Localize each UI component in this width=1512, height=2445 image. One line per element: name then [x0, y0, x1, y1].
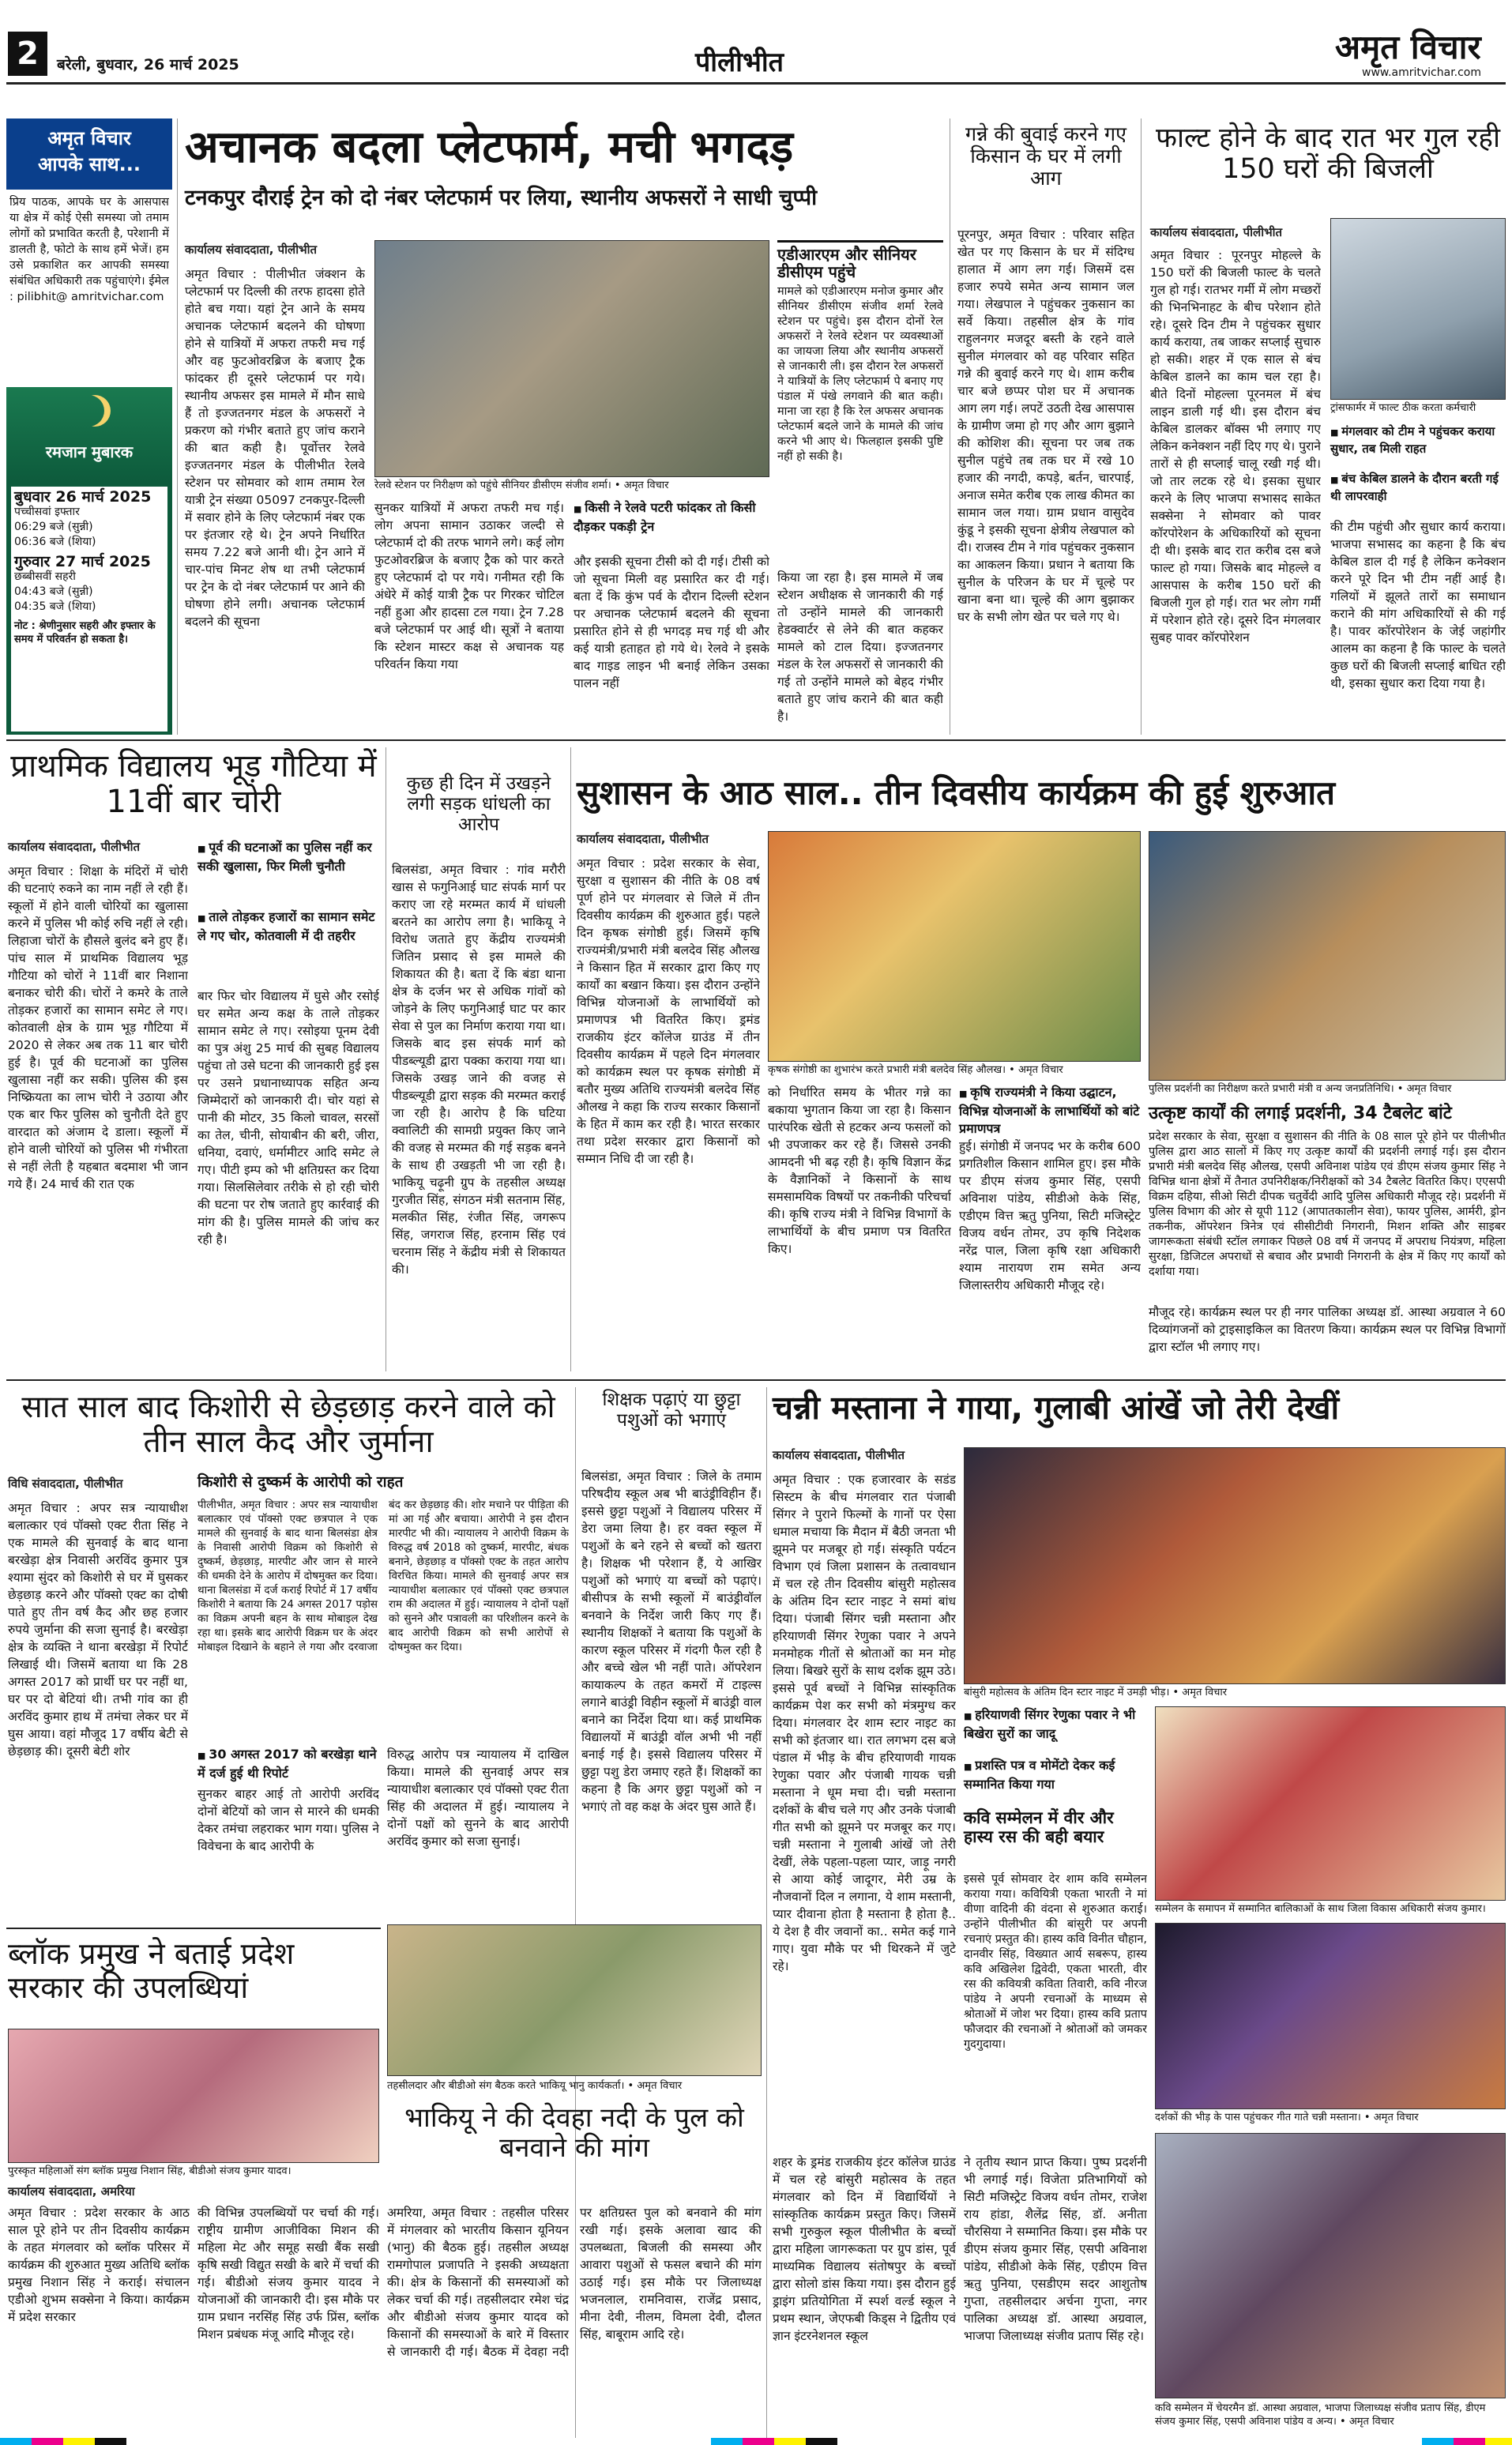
court-text-4: विरुद्ध आरोप पत्र न्यायालय में दाखिल किया। मामले की सुनवाई अपर सत्र न्यायाधीश बलात्कार एवं पॉक्सो एक्ट रीता सिंह की अदालत में हुई। न्यायालय ने दोनों पक्षों को सुनने के बाद आरोपी अरविंद कुमार को सजा सुनाई।: [387, 1747, 569, 1849]
sushasan-photo-1: [768, 831, 1141, 1062]
bridge-text: अमरिया, अमृत विचार : तहसील परिसर में मंगलवार को भारतीय किसान यूनियन (भानु) की बैठक हुई। तहसील अध्यक्ष रामगोपाल प्रजापति ने इसकी अध्यक्षता की। क्षेत्र के किसानों की समस्याओं को लेकर चर्चा की गई। तहसीलदार रमेश चंद्र और बीडीओ संजय कुमार यादव को किसानों की समस्याओं के बारे में विस्तार से जानकारी दी गई। बैठक में देवहा नदी पर क्षतिग्रस्त पुल को बनवाने की मांग रखी गई। इसके अलावा खाद की उपलब्धता, बिजली की समस्या और आवारा पशुओं से फसल बचाने की मांग उठाई गई। इस मौके पर जिलाध्यक्ष भजनलाल, रामनिवास, राजेंद्र प्रसाद, मीना देवी, नीलम, विमला देवी, दौलत सिंह, बाबूराम आदि रहे।: [387, 2206, 762, 2359]
dance-photo-4-caption: कवि सम्मेलन में चेयरमैन डॉ. आस्था अग्रवाल, भाजपा जिलाध्यक्ष संजीव प्रताप सिंह, डीएम संजय कुमार सिंह, एसपी अविनाश पांडेय व अन्य। • अमृत विचार: [1155, 2402, 1486, 2428]
power-text-2: की टीम पहुंची और सुधार कार्य कराया। भाजपा सभासद का कहना है कि बंच केबिल डाल दी गई है लेकिन कनेक्शन करने पूरे दिन भी टीम नहीं आई है। गलियों में झूलते तारों का समाधान कराने की मांग अधिकारियों से की गई है। पावर कॉरपोरेशन के जेई जहांगीर आलम का कहना है कि फाल्ट के चलते कुछ घरों की बिजली सप्लाई बाधित रही थी, इसका सुधार करा दिया गया है।: [1330, 520, 1506, 690]
brand-website[interactable]: www.amritvichar.com: [1362, 66, 1482, 79]
sushasan-bullet: ■ कृषि राज्यमंत्री ने किया उद्घाटन, विभिन्न योजनाओं के लाभार्थियों को बांटे प्रमाणपत्र: [959, 1084, 1141, 1138]
place-date: बरेली, बुधवार, 26 मार्च 2025: [57, 56, 239, 73]
farmer-text: पूरनपुर, अमृत विचार : परिवार सहित खेत पर गए किसान के घर में संदिग्ध हालात में आग लग गई। जिसमें दस हजार रुपये समेत अन्य सामान जल गया। लेखपाल ने पहुंचकर नुकसान का सर्वे किया। तहसील क्षेत्र के गांव राहुलनगर मजदूर बस्ती के रहने वाले सुनील मंगलवार को वह परिवार सहित गन्ने की बुवाई करने गए थे। शाम करीब चार बजे छप्पर पोश घर में अचानक आग लग गई। लपटें उठती देख आसपास के ग्रामीण जमा हो गए और आग बुझाने की कोशिश की। सूचना पर जब तक सुनील पहुंचे तब तक घर में रखे 10 हजार की नगदी, कपड़े, बर्तन, चारपाई, अनाज समेत करीब एक लाख कीमत का सामान जल गया। ग्राम प्रधान वासुदेव कुंडू ने इसकी सूचना क्षेत्रीय लेखपाल को दी। राजस्व टीम ने गांव पहुंचकर नुकसान का आकलन किया। प्रधान ने बताया कि सुनील के परिजन के घर में चूल्हे पर खाना बना था। चूल्हे की आग बुझाकर घर के सभी लोग खेत पर चले गए थे।: [957, 228, 1134, 624]
dance-byline: कार्यालय संवाददाता, पीलीभीत: [773, 1448, 905, 1462]
lead-photo-caption: रेलवे स्टेशन पर निरीक्षण को पहुंचे सीनियर डीसीएम संजीव शर्मा। • अमृत विचार: [374, 480, 669, 491]
power-text-1: अमृत विचार : पूरनपुर मोहल्ले के 150 घरों की बिजली फाल्ट के चलते गुल हो गई। रातभर गर्मी में लोग मच्छरों की भिनभिनाहट के बीच परेशान होते रहे। दूसरे दिन टीम ने पहुंचकर सुधार कार्य कराया, तब जाकर सप्लाई सुचारु हो सकी। शहर में एक साल से बंच केबिल डालने का काम चल रहा है। बीते दिनों मोहल्ला पूरनमल में बंच लाइन डाली गई थी। इस दौरान बंच केबिल डालकर बॉक्स भी लगाए गए लेकिन कनेक्शन नहीं दिए गए थे। पुराने तारों से ही सप्लाई चालू रखी गई थी। जो तार लटक रहे थे। इसका सुधार करने के लिए भाजपा सभासद साकेत सक्सेना ने सोमवार को पावर कॉरपोरेशन के अधिकारियों को सूचना दी थी। इसके बाद रात करीब दस बजे फाल्ट हो गया। जिसके बाद मोहल्ले व आसपास के करीब 150 घरों की बिजली गुल हो गई। रात भर लोग गर्मी में परेशान होते रहे। दूसरे दिन मंगलवार सुबह पावर कॉरपोरेशन: [1150, 248, 1321, 645]
day1-time-2: 06:36 बजे (शिया): [14, 536, 96, 548]
block-photo: [8, 2029, 379, 2163]
power-bullet-1: ■ मंगलवार को टीम ने पहुंचकर कराया सुधार, तब मिली राहत: [1330, 423, 1506, 457]
dance-poet-sub: कवि सम्मेलन में वीर और हास्य रस की बही बयार: [964, 1808, 1114, 1846]
sushasan-byline: कार्यालय संवाददाता, पीलीभीत: [577, 832, 709, 846]
page-number: 2: [8, 32, 47, 76]
ramzan-times: [11, 487, 167, 732]
section-title: पीलीभीत: [695, 47, 784, 78]
school-text-1: अमृत विचार : शिक्षा के मंदिरों में चोरी की घटनाएं रुकने का नाम नहीं ले रही हैं। स्कूलों में होने वाली चोरियों का खुलासा करने में पुलिस भी कोई रुचि नहीं ले रही। लिहाजा चोरों के हौसले बुलंद बने हुए हैं। पांच साल में प्राथमिक विद्यालय भूड़ गौटिया को चोरों ने 11वीं बार निशाना बनाकर चोरी की। चोरों ने कमरे के ताले तोड़कर हजारों का सामान समेट ले गए। कोतवाली क्षेत्र के ग्राम भूड़ गौटिया में 2020 से लेकर अब तक 11 बार चोरी हुई है। पूर्व की घटनाओं का पुलिस खुलासा नहीं कर सकी। पुलिस की इस निष्क्रियता का लाभ चोरी ने उठाया और एक बार फिर पुलिस को चुनौती देते हुए वारदात को अंजाम दे डाला। स्कूलों में होने वाली चोरियों को पुलिस भी गंभीरता से नहीं लेती है यहबात बदमाश भी जान गये हैं। 24 मार्च की रात एक: [8, 864, 188, 1191]
school-bullet-1: ■ पूर्व की घटनाओं का पुलिस नहीं कर सकी खुलासा, फिर मिली चुनौती: [197, 839, 379, 875]
school-text-2: बार फिर चोर विद्यालय में घुसे और रसोई घर समेत अन्य कक्ष के ताले तोड़कर सामान समेट ले गए। रसोइया पूनम देवी का पुत्र अंशु 25 मार्च की सुबह विद्यालय पहुंचा तो उसे घटना की जानकारी हुई इस पर उसने प्रधानाध्यापक सहित अन्य जिम्मेदारों को जानकारी दी। चोर यहां से पानी की मोटर, 35 किलो चावल, सरसों का तेल, चीनी, सोयाबीन की बरी, जीरा, धनिया, दवाएं, धर्मामीटर आदि समेट ले गए। पीटी इम्प को भी क्षतिग्रस्त कर दिया गया। सिलसिलेवार तरीके से हो रही चोरी की घटना पर रोष जताते हुए कार्रवाई की मांग की है। पुलिस मामले की जांच कर रही है।: [197, 989, 379, 1247]
divider: [177, 118, 178, 735]
promo-text: प्रिय पाठक, आपके घर के आसपास या क्षेत्र में कोई ऐसी समस्या जो तमाम लोगों को प्रभावित करती है, परेशानी में डालती है, फोटो के साथ हमें भेजें। हम उसे प्रकाशित कर आपकी समस्या संबंधित अधिकारी तक पहुंचाएंगे। ईमेल : pilibhit@ amritvichar.com: [9, 196, 169, 303]
sushasan-sub-2: उत्कृष्ट कार्यों की लगाई प्रदर्शनी, 34 टैबलेट बांटे: [1149, 1104, 1452, 1123]
dance-photo-4: [1155, 2133, 1506, 2398]
dance-poet-text: इससे पूर्व सोमवार देर शाम कवि सम्मेलन कराया गया। कवियित्री एकता भारती ने मां वीणा वादिनी की वंदना से शुरुआत कराई। उन्होंने पीलीभीत की बांसुरी पर अपनी रचनाएं प्रस्तुत की। हास्य कवि विनीत चौहान, दानवीर सिंह, विख्यात आर्य सबरूप, हास्य कवि अखिलेश द्विवेदी, एकता भारती, वीर रस की कवियत्री कविता तिवारी, कवि नीरज पांडेय ने अपनी रचनाओं के माध्यम से श्रोताओं में जोश भर दिया। हास्य कवि प्रताप फौजदार की रचनाओं ने श्रोताओं को जमकर गुदगुदाया।: [964, 1873, 1147, 2051]
court-sub-2: ■ 30 अगस्त 2017 को बरखेड़ा थाने में दर्ज हुई थी रिपोर्ट: [197, 1746, 379, 1782]
registration-marks: [0, 2438, 1512, 2445]
promo-title-2: आपके साथ...: [37, 153, 141, 175]
crescent-icon: [73, 395, 104, 427]
lead-side-text: मामले को एडीआरएम मनोज कुमार और सीनियर डीसीएम संजीव शर्मा रेलवे स्टेशन पर पहुंचे। इस दौरान दोनों रेल अफसरों ने रेलवे स्टेशन पर व्यवस्थाओं का जायजा लिया और स्थानीय अफसरों से जानकारी ली। इस दौरान रेल अफसरों ने यात्रियों के लिए प्लेटफार्म पे बनाए गए पंडाल में पंखे लगवाने की बात कही। माना जा रहा है कि रेल अफसर अचानक प्लेटफार्म बदले जाने के मामले की जांच करने भी आए थे। फिलहाल इसकी पुष्टि नहीं हो सकी है।: [777, 284, 943, 463]
teacher-photo-caption: तहसीलदार और बीडीओ संग बैठक करते भाकियू भानु कार्यकर्ता। • अमृत विचार: [387, 2080, 683, 2092]
dance-photo-2: [1155, 1706, 1506, 1901]
lead-sub-1: ■ किसी ने रेलवे पटरी फांदकर तो किसी दौड़कर पकड़ी ट्रेन: [574, 499, 769, 536]
lead-col-2: सुनकर यात्रियों में अफरा तफरी मच गई। लोग अपना सामान उठाकर जल्दी से प्लेटफार्म दो की तरफ भागने लगे। कई लोग फुटओवरब्रिज के बजाए ट्रैक को पार करते हुए प्लेटफार्म दो पर गये। गनीमत रही कि अंधेरे में कोई यात्री ट्रैक पर गिरकर चोटिल नहीं हुआ और हादसा टल गया। ट्रेन 7.28 बजे प्लेटफार्म पर आई थी। सूत्रों ने बताया कि स्टेशन मास्टर कक्ष से अचानक यह परिवर्तन किया गया: [374, 501, 564, 671]
court-text-1: अमृत विचार : अपर सत्र न्यायाधीश बलात्कार एवं पॉक्सो एक्ट रीता सिंह ने एक मामले की सुनवाई के बाद थाना बरखेड़ा क्षेत्र निवासी अरविंद कुमार पुत्र श्यामा सुंदर को किशोरी से घर में घुसकर छेड़छाड़ करने और पॉक्सो एक्ट का दोषी पाते हुए तीन वर्ष कैद और छह हजार रुपये जुर्माना की सजा सुनाई है। बरखेड़ा क्षेत्र के व्यक्ति ने थाना बरखेड़ा में रिपोर्ट लिखाई थी। जिसमें बताया था कि 28 अगस्त 2017 को प्रार्थी घर पर नहीं था, घर पर दो बेटियां थी। तभी गांव का ही अरविंद कुमार हाथ में तमंचा लेकर घर में घुस आया। वहां मौजूद 17 वर्षीय बेटी से छेड़छाड़ की। दूसरी बेटी शोर: [8, 1501, 188, 1759]
lead-subhead: टनकपुर दौराई ट्रेन को दो नंबर प्लेटफार्म पर लिया, स्थानीय अफसरों ने साधी चुप्पी: [185, 186, 818, 210]
court-text-2: पीलीभीत, अमृत विचार : अपर सत्र न्यायाधीश बलात्कार एवं पॉक्सो एक्ट छत्रपाल ने एक मामले की सुनवाई के बाद थाना बिलसंडा क्षेत्र के निवासी आरोपी विक्रम को किशोरी से दुष्कर्म, छेड़छाड़, मारपीट और जान से मारने की धमकी देने के आरोप में दोषमुक्त कर दिया। थाना बिलसंडा में दर्ज कराई रिपोर्ट में 17 वर्षीय किशोरी ने बताया कि 24 अगस्त 2017 पड़ोस का विक्रम अपनी बहन के साथ मोबाइल देख रहा था। इसके बाद आरोपी विक्रम घर के अंदर मोबाइल दिखाने के बहाने ले गया और दरवाजा बंद कर छेड़छाड़ की। शोर मचाने पर पीड़िता की मां आ गई और बचाया। आरोपी ने इस दौरान मारपीट भी की। न्यायालय ने आरोपी विक्रम के विरुद्ध वर्ष 2018 को दुष्कर्म, मारपीट, बंधक बनाने, छेड़छाड़ व पॉक्सो एक्ट के तहत आरोप विरचित किया। मामले की सुनवाई अपर सत्र न्यायाधीश बलात्कार एवं पॉक्सो एक्ट छत्रपाल राम की अदालत में हुई। न्यायालय ने दोनों पक्षों को सुनने और पत्रावली का परिशीलन करने के बाद आरोपी विक्रम को सभी आरोपों से दोषमुक्त कर दिया।: [197, 1499, 569, 1653]
sushasan-text-3: हुई। संगोष्ठी में जनपद भर के करीब 600 प्रगतिशील किसान शामिल हुए। इस मौके पर डीएम संजय कुमार सिंह, एसपी अविनाश पांडेय, सीडीओ केके सिंह, एडीएम वित्त ऋतु पुनिया, सिटी मजिस्ट्रेट विजय वर्धन तोमर, उप कृषि निदेशक नरेंद्र पाल, जिला कृषि रक्षा अधिकारी श्याम नारायण राम समेत अन्य जिलास्तरीय अधिकारी मौजूद रहे।: [959, 1139, 1141, 1292]
sushasan-text-2: को निर्धारित समय के भीतर गन्ने का बकाया भुगतान किया जा रहा है। किसान पारंपरिक खेती से हटकर अन्य फसलों को भी उपजाकर कर रहे हैं। जिससे उनकी आमदनी भी बढ़ रही है। कृषि विज्ञान केंद्र के वैज्ञानिकों ने किसानों के साथ समसामयिक विषयों पर तकनीकी परिचर्चा की। कृषि राज्य मंत्री ने विभिन्न विभागों के लाभार्थियों के बीच प्रमाण पत्र वितरित किए।: [768, 1085, 951, 1256]
lead-col-5: किया जा रहा है। इस मामले में जब स्टेशन अधीक्षक से जानकारी की गई तो उन्होंने मामले की जानकारी हेडक्वार्टर से लेने की बात कहकर मामले को टाल दिया। इज्जतनगर मंडल के रेल अफसरों से जानकारी की गई तो उन्होंने मामले को बेहद गंभीर बताते हुए जांच कराने की बात कही है।: [777, 570, 943, 724]
day2-date: गुरुवार 27 मार्च 2025: [14, 553, 151, 570]
day2-label: छब्बीसवीं सहरी: [14, 570, 76, 583]
dance-photo-2-caption: सम्मेलन के समापन में सम्मानित बालिकाओं के साथ जिला विकास अधिकारी संजय कुमार।: [1155, 1903, 1486, 1915]
court-byline: विधि संवाददाता, पीलीभीत: [8, 1476, 123, 1491]
block-text-1: अमृत विचार : प्रदेश सरकार के आठ साल पूरे होने पर तीन दिवसीय कार्यक्रम के तहत मंगलवार को ब्लॉक परिसर में कार्यक्रम की शुरुआत मुख्य अतिथि ब्लॉक प्रमुख निशान सिंह ने कराई। संचालन एडीओ शुभम सक्सेना ने किया। कार्यक्रम में प्रदेश सरकार: [8, 2206, 190, 2324]
divider: [766, 1387, 767, 2438]
school-bullet-2: ■ ताले तोड़कर हजारों का सामान समेट ले गए चोर, कोतवाली में दी तहरीर: [197, 908, 379, 945]
lead-byline: कार्यालय संवाददाता, पीलीभीत: [185, 243, 318, 257]
power-byline: कार्यालय संवाददाता, पीलीभीत: [1150, 225, 1283, 239]
day2-time-2: 04:35 बजे (शिया): [14, 600, 96, 613]
sushasan-photo-2: [1149, 831, 1506, 1081]
masthead: [0, 0, 1512, 79]
lead-photo: [374, 240, 769, 477]
dance-photo-1: [964, 1447, 1506, 1684]
sushasan-text-1: अमृत विचार : प्रदेश सरकार के सेवा, सुरक्षा व सुशासन की नीति के 08 वर्ष पूर्ण होने पर मंगलवार से जिले में तीन दिवसीय कार्यक्रम की शुरुआत हुई। पहले दिन कृषक संगोष्ठी हुई। जिसमें कृषि राज्यमंत्री/प्रभारी मंत्री बलदेव सिंह औलख ने किसान हित में सरकार द्वारा किए गए कार्यों का बखान किया। इस दौरान उन्होंने विभिन्न योजनाओं के लाभार्थियों को प्रमाणपत्र भी वितरित किए। ड्रमंड राजकीय इंटर कॉलेज ग्राउंड में तीन दिवसीय कार्यक्रम में पहले दिन मंगलवार को कार्यक्रम स्थल पर कृषक संगोष्ठी में बतौर मुख्य अतिथि राज्यमंत्री बलदेव सिंह औलख ने कहा कि राज्य सरकार किसानों के हित में काम कर रही है। भारत सरकार तथा प्रदेश सरकार द्वारा किसानों को सम्मान निधि दी जा रही है।: [577, 856, 760, 1166]
lead-col-3: और इसकी सूचना टीसी को दी गई। टीसी को जो सूचना मिली वह प्रसारित कर दी गई। बता दें कि कुंभ पर्व के दौरान दिल्ली स्टेशन पर अचानक प्लेटफार्म बदलने की सूचना प्रसारित होने से ही भगदड़ मच गई थी और कई यात्री हताहत हो गये थे। रेलवे ने इसके बाद गाइड लाइन भी बनाई लेकिन उसका पालन नहीं: [574, 555, 769, 690]
dance-text-2: शहर के ड्रमंड राजकीय इंटर कॉलेज ग्राउंड में चल रहे बांसुरी महोत्सव के तहत मंगलवार को दिन में विद्यार्थियों ने सांस्कृतिक कार्यक्रम प्रस्तुत किए। जिसमें सभी गुरुकुल स्कूल पीलीभीत के बच्चों द्वारा महिला जागरूकता पर ग्रुप डांस, पूर्व माध्यमिक विद्यालय संतोषपुर के बच्चों द्वारा सोलो डांस किया गया। इस दौरान हुई ड्राइंग प्रतियोगिता में स्पर्श वर्ल्ड स्कूल ने प्रथम स्थान, जेएफबी किड्स ने द्वितीय एवं ज्ञान इंटरनेशनल स्कूल: [773, 2155, 956, 2343]
section-rule: [6, 739, 1506, 741]
lead-sidehead: एडीआरएम और सीनियर डीसीएम पहुंचे: [777, 245, 916, 282]
dance-photo-3: [1155, 1923, 1506, 2109]
power-photo: [1330, 218, 1506, 400]
block-byline: कार्यालय संवाददाता, अमरिया: [8, 2184, 135, 2199]
block-headline: ब्लॉक प्रमुख ने बताई प्रदेश सरकार की उपलब्धियां: [8, 1936, 295, 2005]
masthead-rule: [6, 82, 1506, 85]
farmer-headline: गन्ने की बुवाई करने गए किसान के घर में लगी आग: [965, 122, 1126, 190]
sushasan-text-5: मौजूद रहे। कार्यक्रम स्थल पर ही नगर पालिका अध्यक्ष डॉ. आस्था अग्रवाल ने 60 दिव्यांगजनों को ट्राइसाइकिल का वितरण किया। कार्यक्रम स्थल पर विभिन्न विभागों द्वारा स्टॉल भी लगाए गए।: [1149, 1305, 1506, 1354]
dance-bullet-1: ■ हरियाणवी सिंगर रेणुका पवार ने भी बिखेरा सुरों का जादू: [964, 1706, 1147, 1743]
dance-text-3: ने तृतीय स्थान प्राप्त किया। पुष्प प्रदर्शनी भी लगाई गई। विजेता प्रतिभागियों को सिटी मजिस्ट्रेट विजय वर्धन तोमर, राजेश राय हांडा, शैलेंद्र सिंह, डॉ. अनीता चौरसिया ने सम्मानित किया। इस मौके पर डीएम संजय कुमार सिंह, एसपी अविनाश पांडेय, सीडीओ केके सिंह, एडीएम वित्त ऋतु पुनिया, एसडीएम सदर आशुतोष गुप्ता, तहसीलदार अर्चना गुप्ता, नगर पालिका अध्यक्ष डॉ. आस्था अग्रवाल, भाजपा जिलाध्यक्ष संजीव प्रताप सिंह रहे।: [964, 2155, 1147, 2343]
road-text: बिलसंडा, अमृत विचार : गांव मरौरी खास से फगुनिआई घाट संपर्क मार्ग पर कराए जा रहे मरम्मत कार्य में धांधली बरतने का आरोप लगा है। भाकियू ने विरोध जताते हुए केंद्रीय राज्यमंत्री जितिन प्रसाद से इस मामले की शिकायत की है। बता दें कि बंडा थाना क्षेत्र के दर्जन भर से अधिक गांवों को जोड़ने के लिए फगुनिआई घाट पर कार सेवा से पुल का निर्माण कराया गया था। जिसके बाद इस संपर्क मार्ग को पीडब्ल्यूडी द्वारा पक्का कराया गया था। जिसके उखड़ जाने की वजह से पीडब्ल्यूडी द्वारा सड़क की मरम्मत कराई जा रही है। आरोप है कि घटिया क्वालिटी की सामग्री प्रयुक्त किए जाने की वजह से मरम्मत की गई सड़क बनने के साथ ही उखड़ती भी जा रही है। भाकियू चढ़ूनी ग्रुप के तहसील अध्यक्ष गुरजीत सिंह, संगठन मंत्री सतनाम सिंह, मलकीत सिंह, रंजीत सिंह, जगरूप सिंह, जगराज सिंह, हरनाम सिंह एवं चरनाम सिंह ने केंद्रीय मंत्री से शिकायत की।: [392, 863, 566, 1277]
power-bullet-2: ■ बंच केबिल डालने के दौरान बरती गई थी लापरवाही: [1330, 471, 1506, 504]
power-photo-caption: ट्रांसफार्मर में फाल्ट ठीक करता कर्मचारी: [1330, 402, 1476, 414]
block-photo-caption: पुरस्कृत महिलाओं संग ब्लॉक प्रमुख निशान सिंह, बीडीओ संजय कुमार यादव।: [8, 2165, 291, 2177]
dance-headline: चन्नी मस्ताना ने गाया, गुलाबी आंखें जो तेरी देखीं: [773, 1389, 1340, 1427]
divider: [1141, 118, 1142, 735]
court-headline: सात साल बाद किशोरी से छेड़छाड़ करने वाले को तीन साल कैद और जुर्माना: [21, 1390, 555, 1460]
ramzan-title: रमजान मुबारक: [45, 442, 134, 461]
lead-sidebox: [777, 240, 943, 564]
promo-title-1: अमृत विचार: [47, 127, 131, 149]
teacher-headline: शिक्षक पढ़ाएं या छुट्टा पशुओं को भगाएं: [602, 1390, 741, 1431]
lead-headline: अचानक बदला प्लेटफार्म, मची भगदड़: [185, 122, 794, 173]
teacher-text: बिलसंडा, अमृत विचार : जिले के तमाम परिषदीय स्कूल अब भी बाउंड्रीविहीन हैं। इससे छुट्टा पशुओं ने विद्यालय परिसर में डेरा जमा लिया है। हर वक्त स्कूल में पशुओं के बने रहने से बच्चों को खतरा है। शिक्षक भी परेशान हैं, ये आखिर पशुओं को भगाएं या बच्चों को पढ़ाएं। बीसीपत्र के सभी स्कूलों में बाउंड्रीवॉल बनवाने के निर्देश जारी किए गए हैं। स्थानीय शिक्षकों ने बताया कि पशुओं के कारण स्कूल परिसर में गंदगी फैल रही है और बच्चे खेल भी नहीं पाते। ऑपरेशन कायाकल्प के तहत कमरों में टाइल्स लगाने बाउंड्री विहीन स्कूलों में बाउंड्री वाल बनाने का निर्देश दिया था। कई प्राथमिक विद्यालयों में बाउंड्री वॉल अभी भी नहीं बनाई गई है। इससे विद्यालय परिसर में छुट्टा पशु डेरा जमाए रहते हैं। शिक्षकों का कहना है कि अगर छुट्टा पशुओं को न भगाएं तो वह कक्ष के अंदर घुस आते हैं।: [581, 1469, 762, 1814]
promo-header: [6, 118, 172, 190]
sidebar: [6, 118, 172, 735]
block-text-2: की विभिन्न उपलब्धियों पर चर्चा की गई। राष्ट्रीय ग्रामीण आजीविका मिशन की महिला मेट और समूह सखी बैंक सखी कृषि सखी विद्युत सखी के बारे में चर्चा की गई। बीडीओ संजय कुमार यादव ने योजनाओं की जानकारी दी। इस मौके पर ग्राम प्रधान नरसिंह सिंह उर्फ प्रिंस, ब्लॉक मिशन प्रबंधक मंजू आदि मौजूद रहे।: [197, 2206, 379, 2342]
section-rule: [6, 1928, 381, 1929]
school-byline: कार्यालय संवाददाता, पीलीभीत: [8, 840, 141, 854]
school-headline: प्राथमिक विद्यालय भूड़ गौटिया में 11वीं बार चोरी: [10, 748, 377, 820]
dance-bullet-2: ■ प्रशस्ति पत्र व मोमेंटो देकर कई सम्मानित किया गया: [964, 1757, 1147, 1793]
section-rule: [6, 1379, 1506, 1381]
court-text-3: सुनकर बाहर आई तो आरोपी अरविंद दोनों बेटियों को जान से मारने की धमकी देकर तमंचा लहराकर भाग गया। पुलिस ने विवेचना के बाद आरोपी के: [197, 1787, 379, 1853]
day1-label: पच्चीसवां इफ्तार: [14, 506, 80, 518]
teacher-photo: [387, 1924, 762, 2076]
day2-time-1: 04:43 बजे (सुन्नी): [14, 585, 93, 598]
ramzan-note: नोट : श्रेणीनुसार सहरी और इफ्तार के समय में परिवर्तन हो सकता है।: [14, 620, 156, 645]
brand-logo: अमृत विचार: [1335, 28, 1481, 66]
sushasan-photo-2-caption: पुलिस प्रदर्शनी का निरीक्षण करते प्रभारी मंत्री व अन्य जनप्रतिनिधि। • अमृत विचार: [1149, 1083, 1452, 1095]
bridge-headline: भाकियू ने की देवहा नदी के पुल को बनवाने की मांग: [404, 2102, 744, 2165]
lead-col-1: अमृत विचार : पीलीभीत जंक्शन के प्लेटफार्म पर दिल्ली की तरफ हादसा होते होते बच गया। यहां ट्रेन आने के समय अचानक प्लेटफार्म बदलने की घोषणा होने से यात्रियों में अफरा तफरी मच गई और वह फुटओवरब्रिज के बजाए ट्रैक फांदकर ही दूसरे प्लेटफार्म पर गये। स्थानीय अफसर इस मामले में मौन साधे हैं तो इज्जतनगर मंडल के अफसरों ने प्रकरण को गंभीर बताते हुए जांच कराने की बात कही है। पूर्वोत्तर रेलवे इज्जतनगर मंडल के पीलीभीत रेलवे स्टेशन पर सोमवार को शाम तमाम रेल यात्री ट्रेन संख्या 05097 टनकपुर-दिल्ली में सवार होने के लिए प्लेटफार्म नंबर एक पर इंतजार रहे थे। ट्रेन अपने निर्धारित समय 7.22 बजे आनी थी। ट्रेन आने में चार-पांच मिनट शेष था तभी प्लेटफार्म पर ट्रेन के दो नंबर प्लेटफार्म पर आने की घोषणा होने लगी। अचानक प्लेटफार्म बदलने की सूचना: [185, 267, 365, 629]
dance-text-1: अमृत विचार : एक हजारवार के सडंड सिस्टम के बीच मंगलवार रात पंजाबी सिंगर ने पुराने फिल्मों के गानों पर ऐसा धमाल मचाया कि मैदान में बैठी जनता भी झूमने पर मजबूर हो गई। संस्कृति पर्यटन विभाग एवं जिला प्रशासन के तत्वावधान में चल रहे तीन दिवसीय बांसुरी महोत्सव के अंतिम दिन स्टार नाइट ने समां बांध दिया। पंजाबी सिंगर चन्नी मस्ताना और हरियाणवी सिंगर रेणुका पवार ने अपने मनमोहक गीतों से श्रोताओं का मन मोह लिया। बिखरे सुरों के साथ दर्शक झूम उठे। इससे पूर्व बच्चों ने विभिन्न सांस्कृतिक कार्यक्रम पेश कर सभी को मंत्रमुग्ध कर दिया। मंगलवार देर शाम स्टार नाइट का सभी को इंतजार था। रात लगभग दस बजे पंडाल में भीड़ के बीच हरियाणवी गायक रेणुका पवार और पंजाबी गायक चन्नी मस्ताना ने धूम मचा दी। चन्नी मस्ताना दर्शकों के बीच चले गए और उनके पंजाबी गीत सभी को झूमने पर मजबूर कर गए। चन्नी मस्ताना ने गुलाबी आंखें जो तेरी देखीं, लेके पहला-पहला प्यार, जाड़ू नगरी से आया कोई जादूगर, मेरी उम्र के नौजवानों दिल न लगाना, ये शाम मस्तानी, प्यार दीवाना होता है मस्ताना है होता है.. ये देश है वीर जवानों का.. समेत कई गाने गाए। युवा मौके पर भी थिरकने में जुटे रहे।: [773, 1473, 956, 1973]
sushasan-text-4: प्रदेश सरकार के सेवा, सुरक्षा व सुशासन की नीति के 08 साल पूरे होने पर पीलीभीत पुलिस द्वारा आठ सालों में किए गए उत्कृष्ट कार्यों की प्रदर्शनी लगाई गई। इस दौरान प्रभारी मंत्री बलदेव सिंह औलख, एसपी अविनाश पांडेय एवं डीएम संजय कुमार सिंह ने विभिन्न थाना क्षेत्रों में तैनात उपनिरीक्षक/निरीक्षकों को 34 टैबलेट वितरित किए। एएसपी विक्रम दहिया, सीओ सिटी दीपक चतुर्वेदी आदि पुलिस अधिकारी मौजूद रहे। प्रदर्शनी में पुलिस विभाग की ओर से यूपी 112 (आपातकालीन सेवा), फायर पुलिस, आर्मरी, ड्रोन तकनीक, ऑपरेशन त्रिनेत्र एवं सीसीटीवी निगरानी, मिशन शक्ति और साइबर जागरूकता संबंधी स्टॉल लगाकर पिछले 08 वर्ष में जनपद में अपराध नियंत्रण, महिला सुरक्षा, डिजिटल अपराधों से बचाव और प्रभावी निगरानी के क्षेत्र में किए गए कार्यों को दर्शाया गया।: [1149, 1130, 1506, 1278]
day1-date: बुधवार 26 मार्च 2025: [14, 488, 152, 506]
sushasan-headline: सुशासन के आठ साल.. तीन दिवसीय कार्यक्रम की हुई शुरुआत: [577, 773, 1336, 812]
day1-time-1: 06:29 बजे (सुन्नी): [14, 521, 93, 533]
road-headline: कुछ ही दिन में उखड़ने लगी सड़क धांधली का आरोप: [406, 773, 551, 835]
dance-photo-3-caption: दर्शकों की भीड़ के पास पहुंचकर गीत गाते चन्नी मस्ताना। • अमृत विचार: [1155, 2112, 1419, 2123]
power-headline: फाल्ट होने के बाद रात भर गुल रही 150 घरों की बिजली: [1155, 122, 1501, 186]
ramzan-banner: [6, 387, 172, 482]
sushasan-photo-1-caption: कृषक संगोष्ठी का शुभारंभ करते प्रभारी मंत्री बलदेव सिंह औलख। • अमृत विचार: [768, 1064, 1063, 1076]
dance-photo-1-caption: बांसुरी महोत्सव के अंतिम दिन स्टार नाइट में उमड़ी भीड़। • अमृत विचार: [964, 1687, 1228, 1698]
court-sub-1: किशोरी से दुष्कर्म के आरोपी को राहत: [197, 1473, 404, 1491]
divider: [570, 747, 571, 1371]
